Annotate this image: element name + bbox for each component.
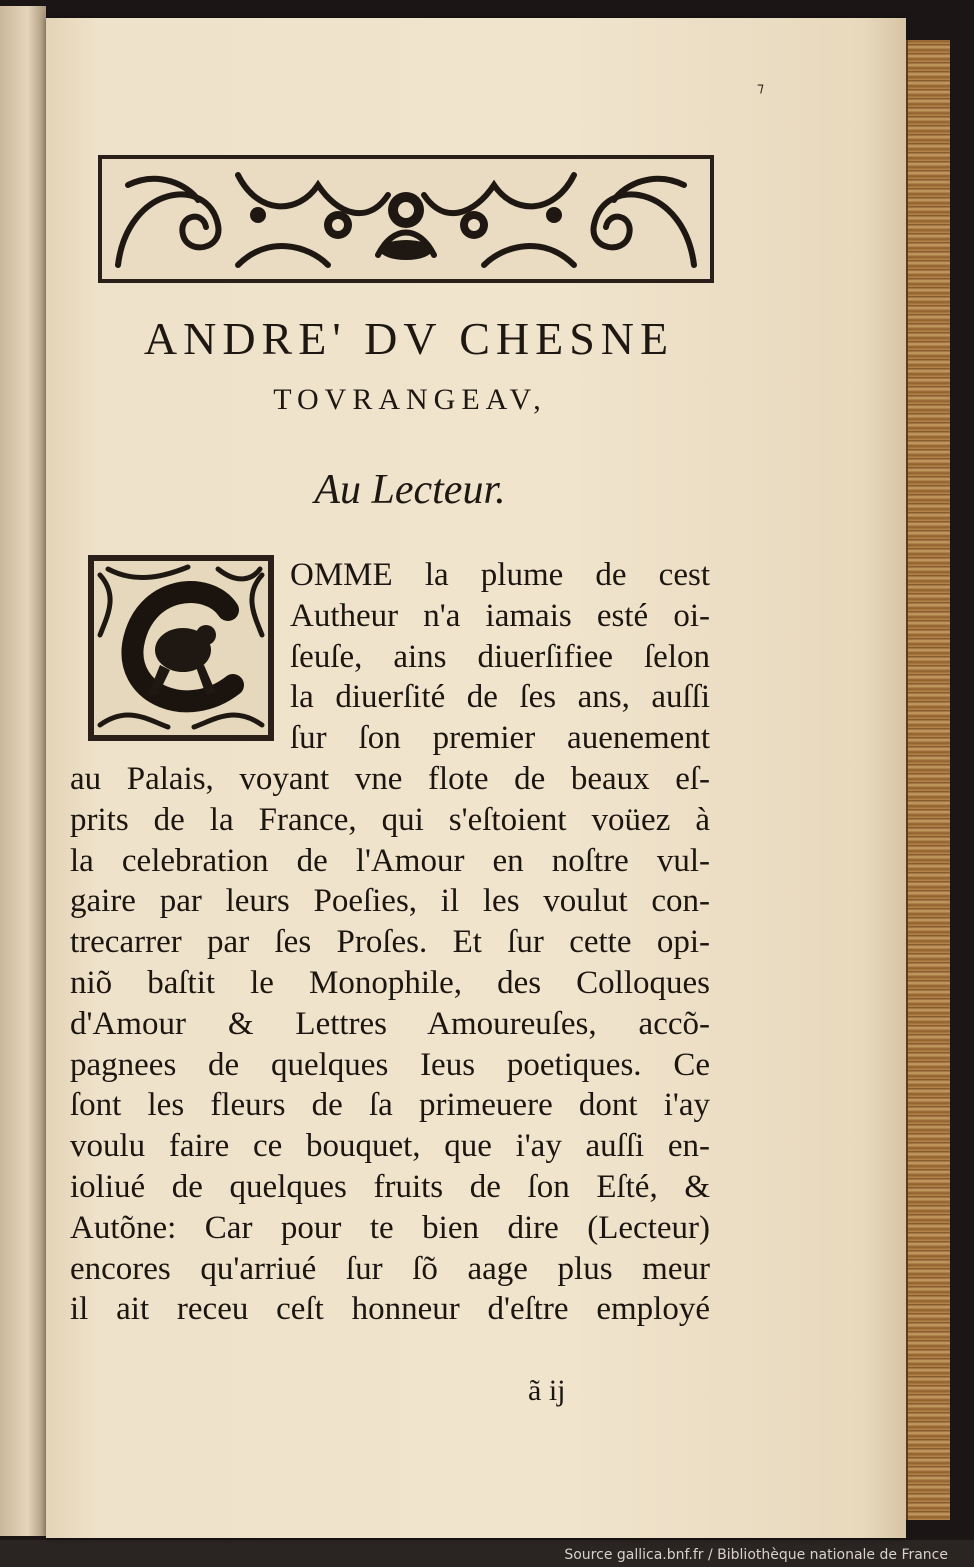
body-line: pagnees de quelques Ieus poetiques. Ce bbox=[70, 1046, 710, 1083]
body-line: prits de la France, qui s'eſtoient voüez à bbox=[70, 801, 710, 838]
catchword: ã ij bbox=[528, 1374, 566, 1407]
body-text bbox=[70, 555, 710, 1330]
body-line: OMME la plume de cest bbox=[290, 557, 710, 593]
body-line: trecarrer par ſes Proſes. Et ſur cette opi- bbox=[70, 924, 710, 961]
body-line: la celebration de l'Amour en noſtre vul- bbox=[70, 842, 710, 879]
body-line: ioliué de quelques fruits de ſon Eſté, & bbox=[70, 1168, 710, 1205]
left-page-edge bbox=[0, 6, 46, 1536]
body-line: encores qu'arriué ſur ſõ aage plus meur bbox=[70, 1250, 710, 1287]
title-line-1: ANDRE' DV CHESNE bbox=[143, 313, 675, 364]
body-line: Autõne: Car pour te bien dire (Lecteur) bbox=[70, 1209, 710, 1246]
body-line: il ait receu ceſt honneur d'eſtre employé bbox=[70, 1291, 710, 1328]
signature-mark: ⁊ bbox=[757, 80, 764, 96]
body-line: voulu faire ce bouquet, que i'ay auſſi en- bbox=[70, 1128, 710, 1165]
body-line: gaire par leurs Poeſies, il les voulut con- bbox=[70, 883, 710, 920]
body-line: Autheur n'a iamais esté oi- bbox=[290, 597, 710, 634]
headpiece-ornament bbox=[98, 155, 714, 283]
body-line: niõ baſtit le Monophile, des Colloques bbox=[70, 964, 710, 1001]
subtitle: Au Lecteur. bbox=[314, 467, 506, 513]
body-line: au Palais, voyant vne flote de beaux eſ- bbox=[70, 760, 710, 797]
body-line: la diuerſité de ſes ans, auſſi bbox=[290, 679, 710, 716]
body-line: ſont les fleurs de ſa primeuere dont i'ay bbox=[70, 1087, 710, 1124]
page-block-edges bbox=[906, 40, 950, 1520]
body-line: ſur ſon premier auenement bbox=[290, 720, 710, 757]
title-line-2: TOVRANGEAV, bbox=[273, 383, 547, 416]
source-credit: Source gallica.bnf.fr / Bibliothèque nationale de France bbox=[564, 1547, 948, 1563]
body-line: d'Amour & Lettres Amoureuſes, accõ- bbox=[70, 1005, 710, 1042]
body-line: ſeuſe, ains diuerſifiee ſelon bbox=[290, 638, 710, 675]
